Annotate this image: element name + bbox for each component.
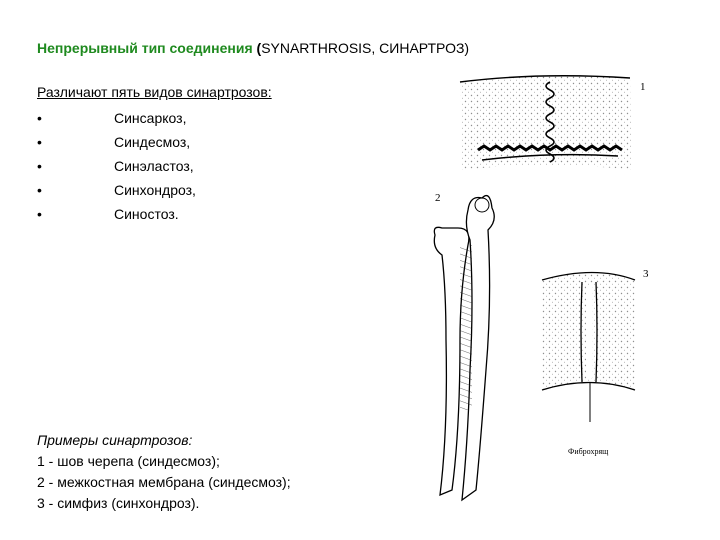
title-main: Непрерывный тип соединения [37, 40, 253, 56]
list-item: • Синэластоз, [37, 154, 196, 178]
figure-1-label: 1 [640, 81, 646, 93]
list-item: • Синдесмоз, [37, 130, 196, 154]
bullet-icon: • [37, 158, 42, 174]
symphysis-figure [542, 268, 649, 456]
title-paren: ( [256, 40, 262, 56]
types-list [37, 106, 196, 226]
title-latin: SYNARTHROSIS, СИНАРТРОЗ) [261, 40, 470, 56]
slide-title [37, 40, 469, 56]
bullet-icon: • [37, 206, 42, 222]
anatomy-illustration [410, 70, 670, 515]
bullet-icon: • [37, 110, 42, 126]
examples-heading: Примеры синартрозов: [37, 432, 193, 448]
figure-3-label: 3 [643, 268, 649, 280]
bullet-icon: • [37, 134, 42, 150]
types-intro: Различают пять видов синартрозов: [37, 84, 272, 100]
figure-2-label: 2 [435, 192, 441, 204]
forearm-bones-figure [434, 192, 494, 500]
example-item: 2 - межкостная мембрана (синдесмоз); [37, 474, 291, 490]
list-item: • Синсаркоз, [37, 106, 196, 130]
suture-figure [460, 76, 646, 170]
bullet-icon: • [37, 182, 42, 198]
example-item: 3 - симфиз (синхондроз). [37, 495, 200, 511]
example-item: 1 - шов черепа (синдесмоз); [37, 453, 220, 469]
list-item: • Синхондроз, [37, 178, 196, 202]
examples-block [37, 430, 291, 514]
list-item: • Синостоз. [37, 202, 196, 226]
fibrocartilage-caption: Фиброхрящ [568, 447, 609, 456]
